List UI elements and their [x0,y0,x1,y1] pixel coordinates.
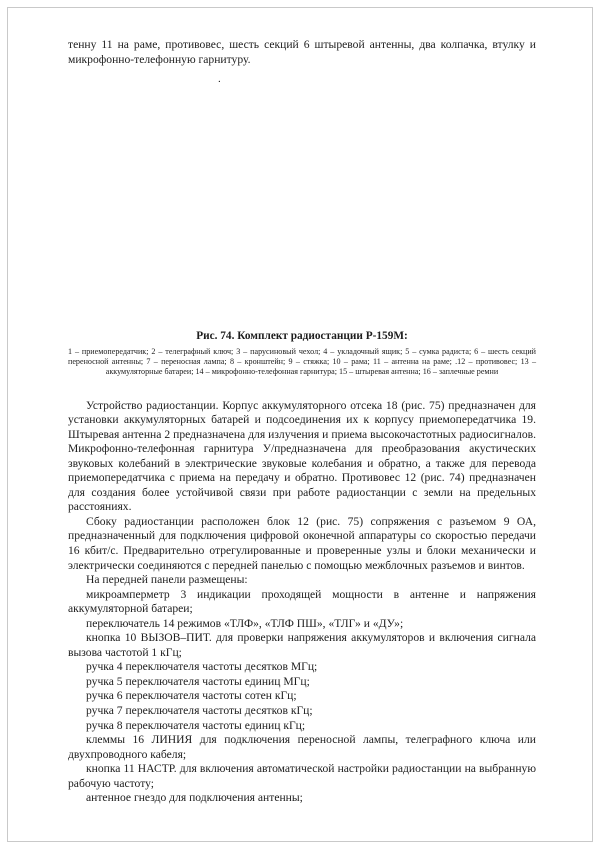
paragraph: На передней панели размещены: [86,573,248,587]
paragraph: антенное гнездо для подключения антенны; [86,791,303,805]
paragraph: ручка 8 переключателя частоты единиц кГц; [86,718,306,732]
continuation-paragraph: тенну 11 на раме, противовес, шесть секций 6 штыревой антенны, два колпачка, втулку и микрофонно-телефонную гарнитуру. [68,38,536,66]
paragraph: ручка 7 переключателя частоты десятков кГц; [86,704,313,718]
paragraph: ручка 6 переключателя частоты сотен кГц; [86,689,297,703]
paragraph: клеммы 16 ЛИНИЯ для подключения переносной лампы, телеграфного ключа или двухпроводного кабеля; [68,733,536,761]
paragraph: ручка 5 переключателя частоты единиц МГц; [86,674,310,688]
paragraph: кнопка 10 ВЫЗОВ–ПИТ. для проверки напряжения аккумуляторов и включения сигнала вызова частотой 1 кГц; [68,631,536,659]
paragraph: кнопка 11 НАСТР. для включения автоматической настройки радиостанции на выбранную рабочую частоту; [68,762,536,790]
paragraph: ручка 4 переключателя частоты десятков МГц; [86,660,318,674]
paragraph: Сбоку радиостанции расположен блок 12 (рис. 75) сопряжения с разъемом 9 ОА, предназначенный для подключения цифровой оконечной аппаратуры со скоростью передачи 16 кбит/с. Предварительно отрегулированные и проверенные узлы и блоки механически и электрически соединяются с передней панелью с помощью межблочных разъемов и винтов. [68,514,536,572]
figure-caption: Рис. 74. Комплект радиостанции Р-159М: [196,330,408,343]
paragraph: микроамперметр 3 индикации проходящей мощности в антенне и напряжения аккумуляторной батареи; [68,587,536,616]
figure-dot: . [218,73,221,86]
paragraph: переключатель 14 режимов «ТЛФ», «ТЛФ ПШ», «ТЛГ» и «ДУ»; [86,616,404,630]
page-content [68,38,536,806]
figure-legend: 1 – приемопередатчик; 2 – телеграфный ключ; 3 – парусиновый чехол; 4 – укладочный ящик; 5 – сумка радиста; 6 – шесть секций переносной антенны; 7 – переносная лампа; 8 – кронштейн; 9 – стяжка; 10 – рама; 11 – антенна на раме; .12 – противовес; 13 – аккумуляторные батареи; 14 – микрофонно-телефонная гарнитура; 15 – штыревая антенна; 16 – заплечные ремни [68,346,536,377]
paragraph: Устройство радиостанции. Корпус аккумуляторного отсека 18 (рис. 75) предназначен для установки аккумуляторных батарей и подсоединения их к корпусу приемопередатчика 19. Штыревая антенна 2 предназначена для излучения и приема высокочастотных радиосигналов. Микрофонно-телефонная гарнитура У/предназначена для преобразования акустических звуковых колебаний в электрические звуковые колебания и обратно, а также для перевода приемопередатчика с приема на передачу и обратно. Противовес 12 (рис. 74) предназначен для создания более устойчивой связи при работе радиостанции с земли на предельных расстояниях. [68,398,536,514]
figure-blank-area [68,91,536,329]
body-text [68,399,536,806]
